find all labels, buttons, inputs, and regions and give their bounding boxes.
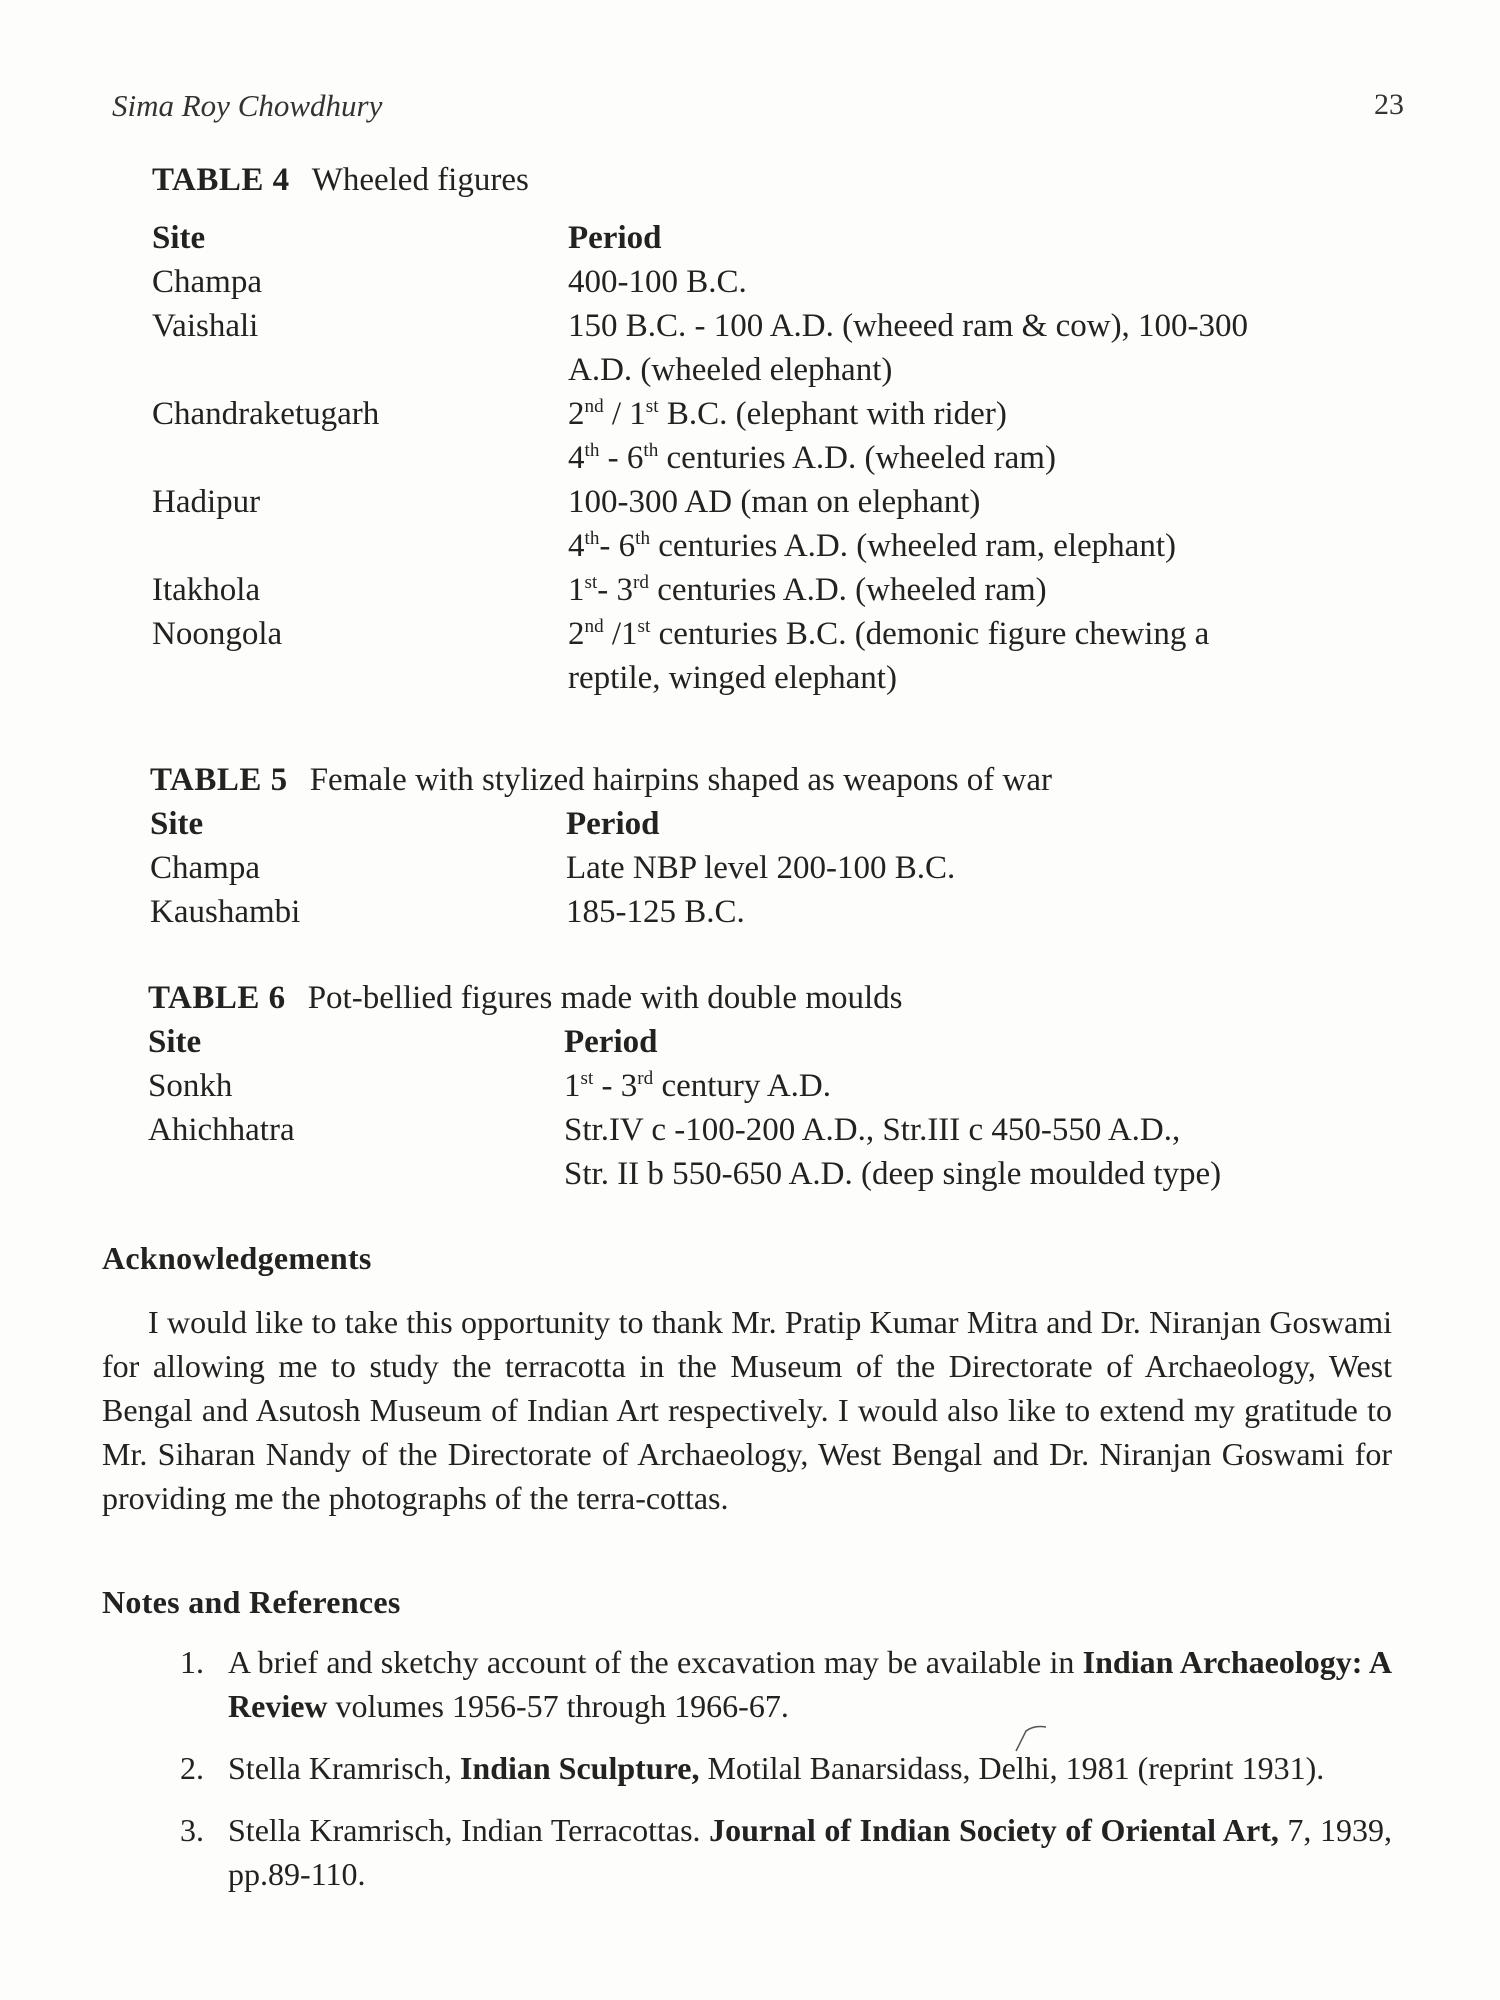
table-4 [152,158,1392,700]
table-row [152,304,1392,392]
note-number: 1. [180,1644,204,1680]
column-header-site: Site [148,1024,202,1060]
table-row [152,392,1392,480]
table-row [152,568,1392,612]
period-cell: 2nd /1st centuries B.C. (demonic figure chewing a reptile, winged elephant) [568,616,1210,696]
period-cell: 1st- 3rd centuries A.D. (wheeled ram) [568,572,1047,608]
site-cell: Hadipur [152,484,261,520]
pencil-mark [1012,1723,1048,1753]
note-item [102,1746,1392,1790]
acknowledgements-paragraph: I would like to take this opportunity to thank Mr. Pratip Kumar Mitra and Dr. Niranjan Goswami for allowing me to study the terracotta in the Museum of the Directorate of Archaeology, West Bengal and Asutosh Museum of Indian Art respectively. I would also like to extend my gratitude to Mr. Siharan Nandy of the Directorate of Archaeology, West Bengal and Dr. Niranjan Goswami for providing me the photographs of the terra-cottas. [102,1304,1392,1516]
site-cell: Itakhola [152,572,261,608]
note-item [102,1640,1392,1728]
period-cell: 100-300 AD (man on elephant) 4th- 6th centuries A.D. (wheeled ram, elephant) [568,484,1176,564]
period-cell: 185-125 B.C. [566,894,745,930]
note-number: 2. [180,1750,204,1786]
table-row [148,1108,1388,1196]
table-row [150,846,1390,890]
table-caption: Wheeled figures [311,162,529,198]
period-cell: Late NBP level 200-100 B.C. [566,850,956,886]
table-header-row [150,802,1390,846]
table-row [150,890,1390,934]
period-cell: Str.IV c -100-200 A.D., Str.III c 450-550 A.D., Str. II b 550-650 A.D. (deep single moulded type) [564,1112,1222,1192]
table-title [152,158,1392,202]
site-cell: Noongola [152,616,283,652]
site-cell: Sonkh [148,1068,233,1104]
column-header-period: Period [564,1024,658,1060]
site-cell: Chandraketugarh [152,396,380,432]
table-caption: Female with stylized hairpins shaped as weapons of war [309,762,1052,798]
table-caption: Pot-bellied figures made with double moulds [307,980,903,1016]
table-header-row [152,216,1392,260]
note-item [102,1808,1392,1896]
notes-heading: Notes and References [102,1584,401,1620]
table-row [152,612,1392,700]
table-title [148,976,1388,1020]
column-header-site: Site [150,806,204,842]
table-6 [148,976,1388,1196]
table-label: TABLE 4 [152,162,290,198]
site-cell: Vaishali [152,308,259,344]
site-cell: Kaushambi [150,894,301,930]
table-header-row [148,1020,1388,1064]
table-row [152,480,1392,568]
page-number: 23 [1374,88,1404,121]
note-text: Stella Kramrisch, Indian Sculpture, Motilal Banarsidass, Delhi, 1981 (reprint 1931). [228,1750,1325,1786]
column-header-period: Period [568,220,662,256]
acknowledgements-heading: Acknowledgements [102,1240,372,1276]
running-head: Sima Roy Chowdhury [112,88,383,123]
note-text: A brief and sketchy account of the excavation may be available in Indian Archaeology: A Review volumes 1956-57 through 1966-67. [228,1644,1393,1724]
table-label: TABLE 5 [150,762,288,798]
page-header [112,88,1404,128]
site-cell: Champa [150,850,260,886]
period-cell: 150 B.C. - 100 A.D. (wheeed ram & cow), 100-300 A.D. (wheeled elephant) [568,308,1249,388]
table-5 [150,758,1390,934]
note-number: 3. [180,1812,204,1848]
period-cell: 400-100 B.C. [568,264,747,300]
period-cell: 2nd / 1st B.C. (elephant with rider) 4th - 6th centuries A.D. (wheeled ram) [568,396,1056,476]
site-cell: Ahichhatra [148,1112,295,1148]
column-header-period: Period [566,806,660,842]
table-row [152,260,1392,304]
table-title [150,758,1390,802]
table-label: TABLE 6 [148,980,286,1016]
table-row [148,1064,1388,1108]
period-cell: 1st - 3rd century A.D. [564,1068,831,1104]
site-cell: Champa [152,264,262,300]
note-text: Stella Kramrisch, Indian Terracottas. Journal of Indian Society of Oriental Art, 7, 1939, pp.89-110. [228,1812,1393,1892]
notes-list [102,1640,1392,1914]
column-header-site: Site [152,220,206,256]
